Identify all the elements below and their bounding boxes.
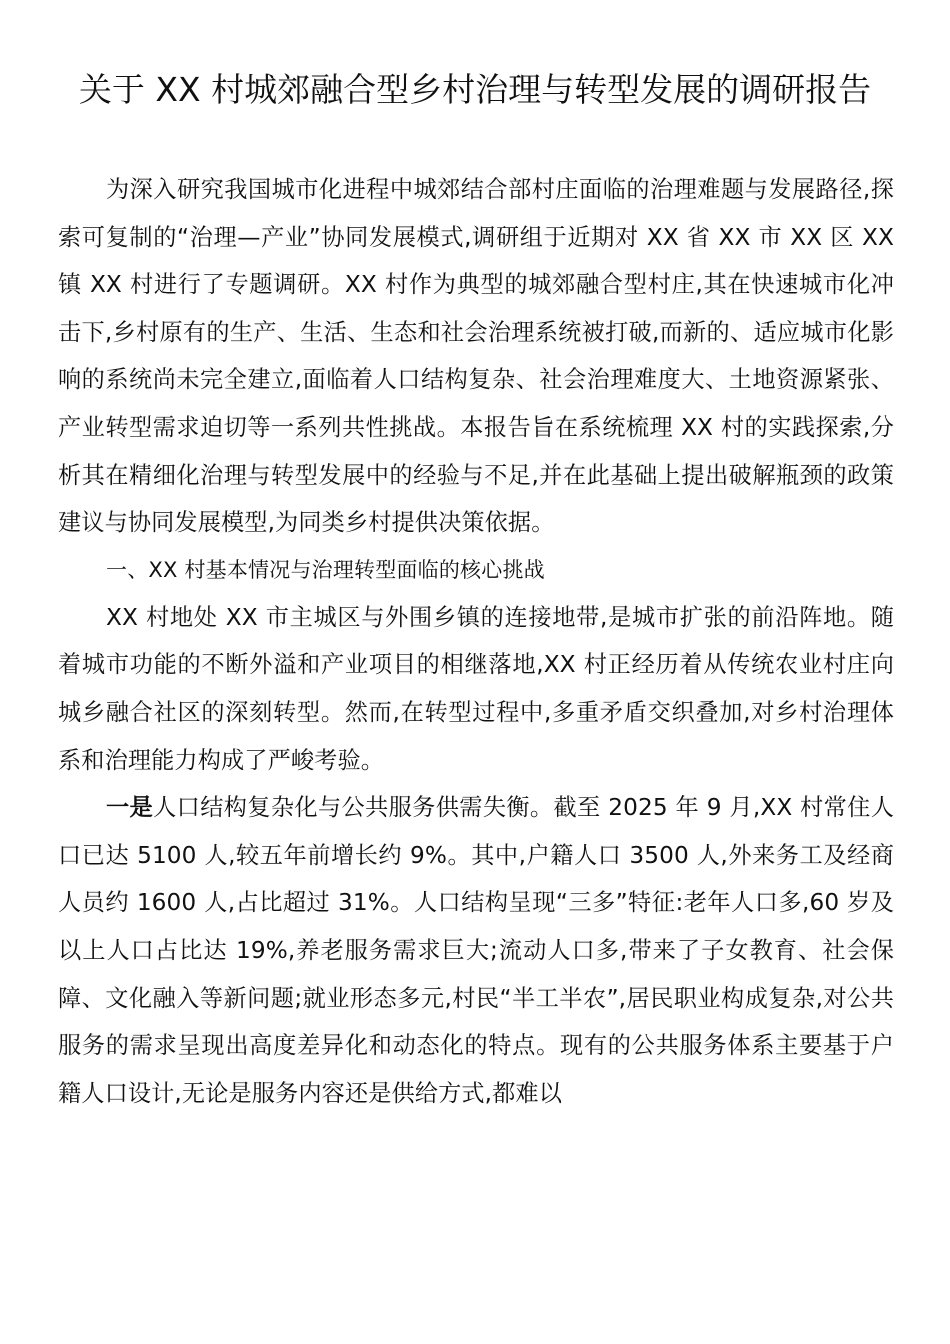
point-1-paragraph (58, 784, 894, 1117)
intro-paragraph: 为深入研究我国城市化进程中城郊结合部村庄面临的治理难题与发展路径,探索可复制的“治理—产业”协同发展模式,调研组于近期对 XX 省 XX 市 XX 区 XX 镇 XX 村进行了专题调研。XX 村作为典型的城郊融合型村庄,其在快速城市化冲击下,乡村原有的生产、生活、生态和社会治理系统被打破,而新的、适应城市化影响的系统尚未完全建立,面临着人口结构复杂、社会治理难度大、土地资源紧张、产业转型需求迫切等一系列共性挑战。本报告旨在系统梳理 XX 村的实践探索,分析其在精细化治理与转型发展中的经验与不足,并在此基础上提出破解瓶颈的政策建议与协同发展模型,为同类乡村提供决策依据。 (58, 176, 894, 537)
document-title: 关于 XX 村城郊融合型乡村治理与转型发展的调研报告 (78, 70, 872, 109)
point-1-text: 人口结构复杂化与公共服务供需失衡。截至 2025 年 9 月,XX 村常住人口已达 5100 人,较五年前增长约 9%。其中,户籍人口 3500 人,外来务工及经商人员约 1600 人,占比超过 31%。人口结构呈现“三多”特征:老年人口多,60 岁及以上人口占比达 19%,养老服务需求巨大;流动人口多,带来了子女教育、社会保障、文化融入等新问题;就业形态多元,村民“半工半农”,居民职业构成复杂,对公共服务的需求呈现出高度差异化和动态化的特点。现有的公共服务体系主要基于户籍人口设计,无论是服务内容还是供给方式,都难以 (58, 794, 894, 1107)
document-body (58, 166, 894, 1117)
point-1-lead: 一是 (106, 794, 154, 822)
section-1-paragraph: XX 村地处 XX 市主城区与外围乡镇的连接地带,是城市扩张的前沿阵地。随着城市功能的不断外溢和产业项目的相继落地,XX 村正经历着从传统农业村庄向城乡融合社区的深刻转型。然而,在转型过程中,多重矛盾交织叠加,对乡村治理体系和治理能力构成了严峻考验。 (58, 603, 894, 774)
section-1-heading: 一、XX 村基本情况与治理转型面临的核心挑战 (106, 557, 545, 582)
